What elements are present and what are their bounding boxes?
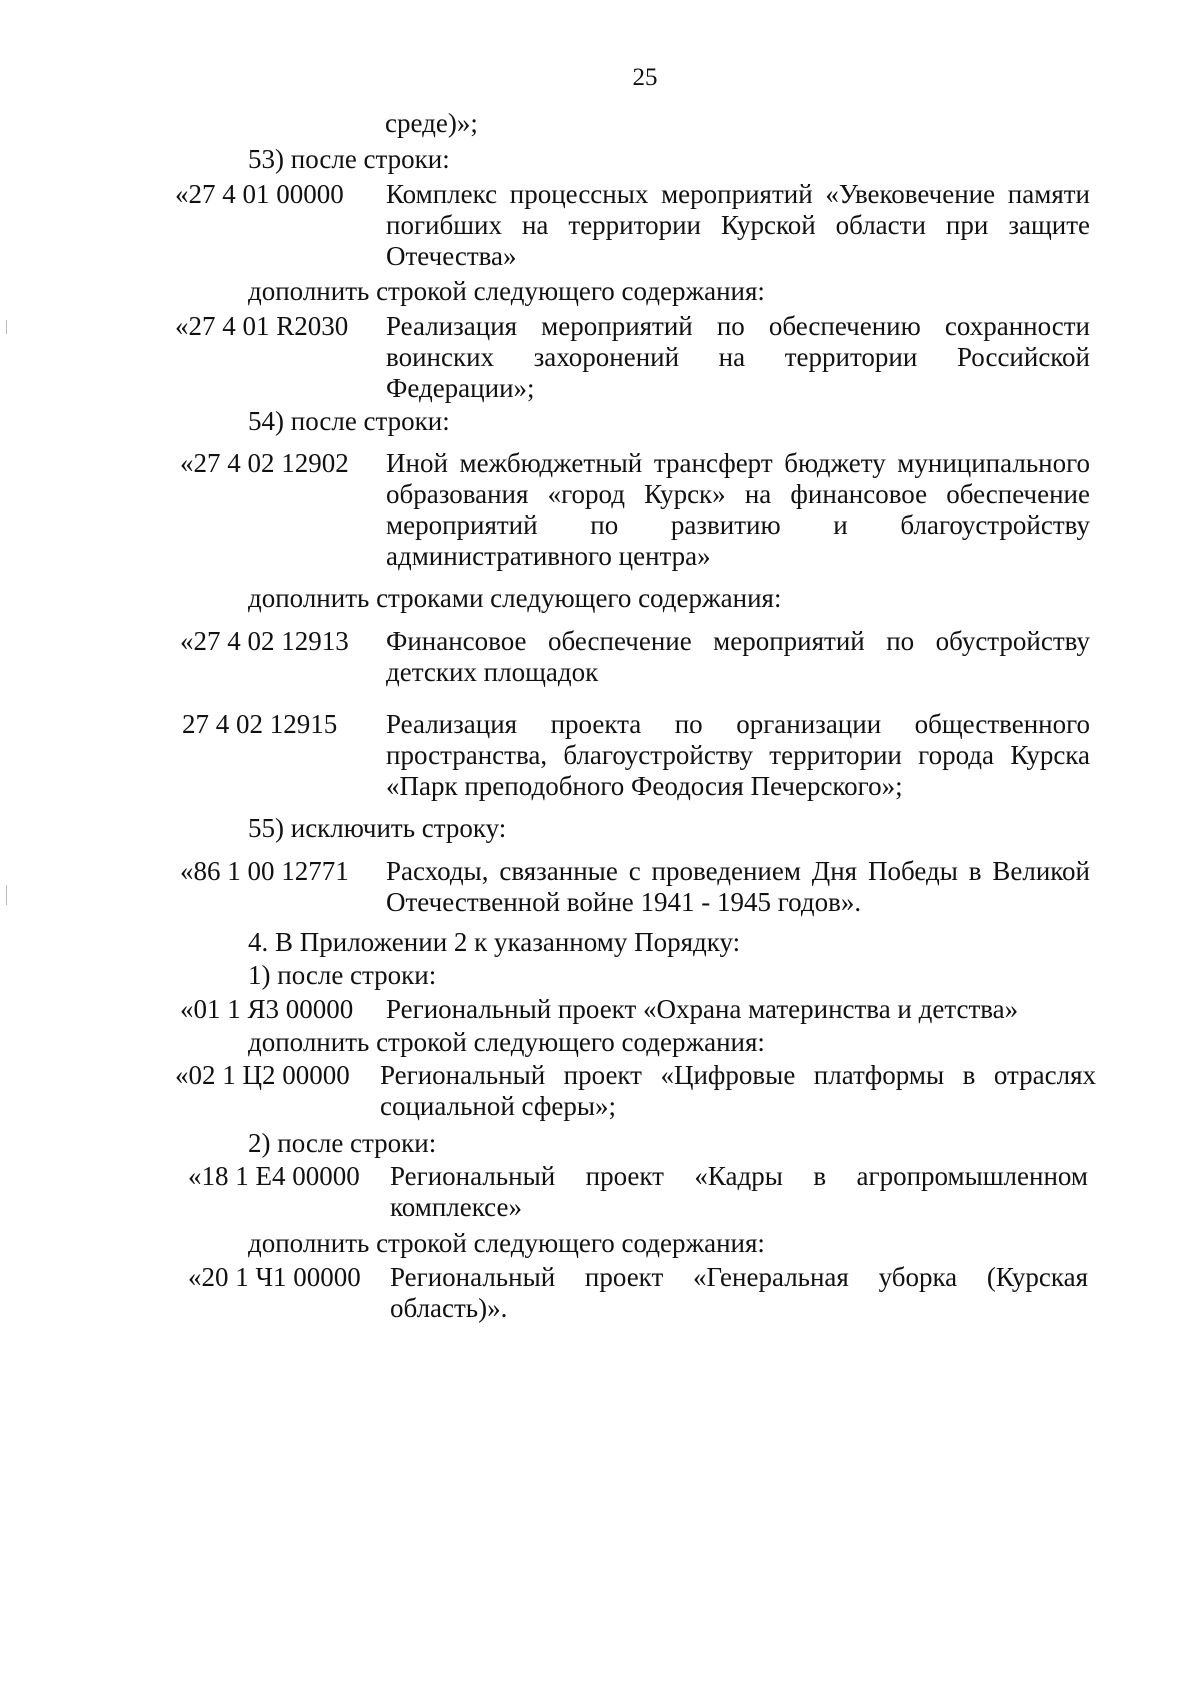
section-53-heading: 53) после строки: [248,144,450,174]
instruction-line: дополнить строкой следующего содержания: [248,1027,765,1057]
section-4-heading: 4. В Приложении 2 к указанному Порядку: [248,927,741,957]
subsection-2-heading: 2) после строки: [248,1128,437,1158]
instruction-line: дополнить строкой следующего содержания: [248,1228,765,1258]
entry-description: Реализация мероприятий по обеспечению сохранности воинских захоронений на территории Российской Федерации»; [386,311,1090,403]
entry-code: «02 1 Ц2 00000 [175,1060,350,1090]
scan-edge-mark [6,885,7,905]
entry-code: «86 1 00 12771 [180,856,349,886]
scan-edge-mark [6,320,7,334]
entry-code: «27 4 02 12902 [180,448,349,478]
entry-description: Комплекс процессных мероприятий «Увековечение памяти погибших на территории Курской области при защите Отечества» [386,179,1090,271]
entry-description: Иной межбюджетный трансферт бюджету муниципального образования «город Курск» на финансовое обеспечение мероприятий по развитию и благоустройству административного центра» [386,448,1090,571]
section-55-heading: 55) исключить строку: [248,813,507,843]
entry-code: «27 4 01 R2030 [175,311,349,341]
subsection-1-heading: 1) после строки: [248,960,437,990]
entry-code: «20 1 Ч1 00000 [188,1262,361,1292]
entry-code: «27 4 01 00000 [175,179,344,209]
entry-description: Расходы, связанные с проведением Дня Победы в Великой Отечественной войне 1941 - 1945 годов». [386,856,1090,917]
instruction-line: дополнить строкой следующего содержания: [248,276,765,306]
entry-code: «18 1 Е4 00000 [188,1161,360,1191]
entry-description: Региональный проект «Цифровые платформы в отраслях социальной сферы»; [380,1060,1096,1121]
entry-code: 27 4 02 12915 [182,709,338,739]
entry-description: Региональный проект «Охрана материнства и детства» [386,994,1019,1024]
page-number: 25 [632,64,658,91]
instruction-line: дополнить строками следующего содержания: [248,583,782,613]
entry-description: Региональный проект «Генеральная уборка (Курская область)». [390,1262,1088,1323]
section-54-heading: 54) после строки: [248,406,450,436]
entry-description: Региональный проект «Кадры в агропромышленном комплексе» [390,1161,1088,1222]
entry-code: «01 1 Я3 00000 [180,994,354,1024]
entry-description: Финансовое обеспечение мероприятий по обустройству детских площадок [386,626,1090,687]
entry-code: «27 4 02 12913 [180,626,349,656]
entry-description: Реализация проекта по организации общественного пространства, благоустройству территории города Курска «Парк преподобного Феодосия Печерского»; [386,709,1090,801]
text-line: среде)»; [385,108,478,138]
